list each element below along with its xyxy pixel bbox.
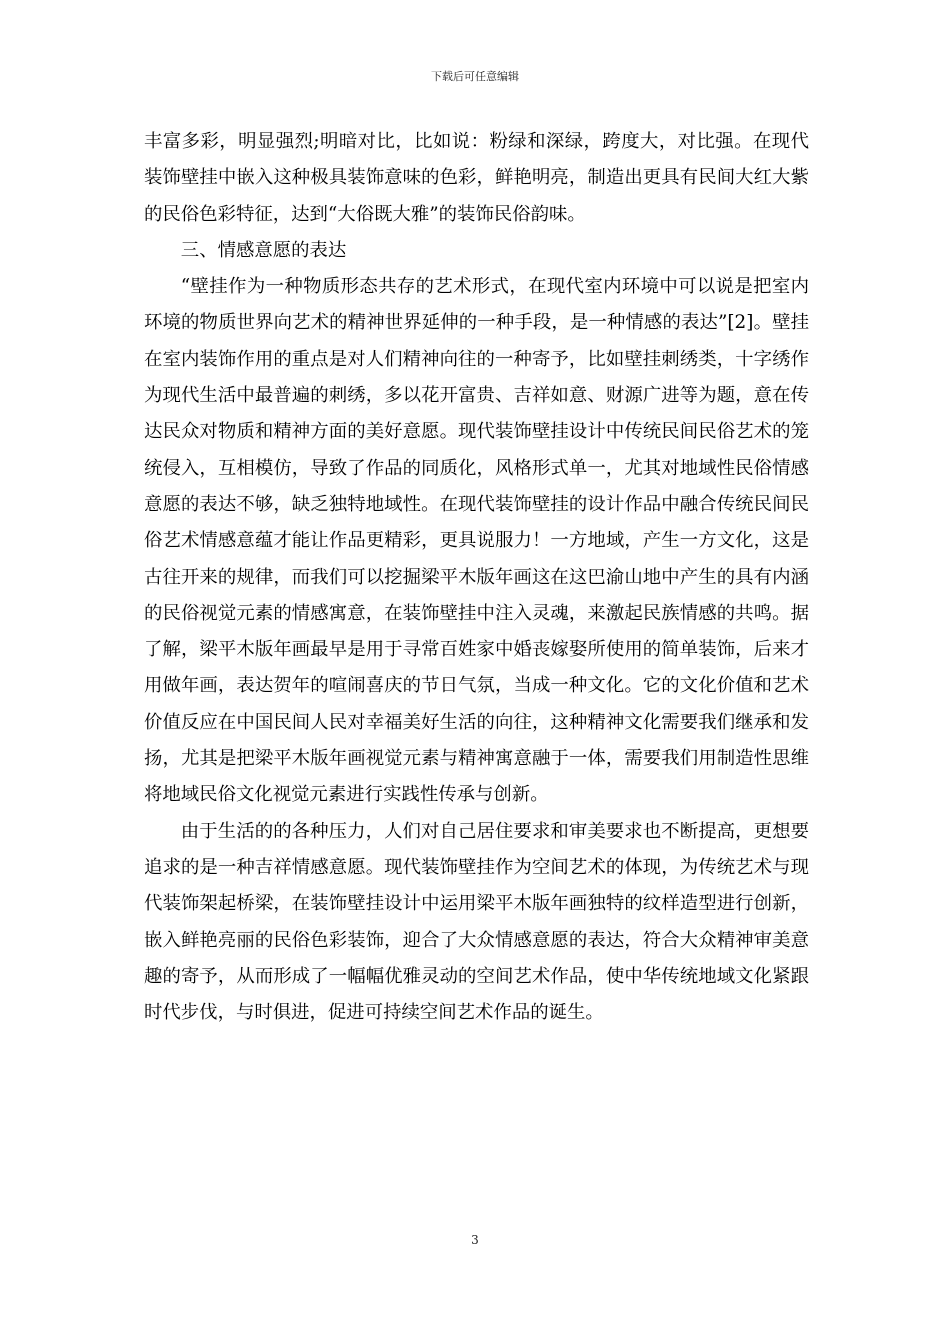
- paragraph-conclusion: 由于生活的的各种压力，人们对自己居住要求和审美要求也不断提高，更想要追求的是一种吉祥情感意愿。现代装饰壁挂作为空间艺术的体现，为传统艺术与现代装饰架起桥梁，在装饰壁挂设计中运用梁平木版年画独特的纹样造型进行创新，嵌入鲜艳亮丽的民俗色彩装饰，迎合了大众情感意愿的表达，符合大众精神审美意趣的寄予，从而形成了一幅幅优雅灵动的空间艺术作品，使中华传统地域文化紧跟时代步伐，与时俱进，促进可持续空间艺术作品的诞生。: [144, 820, 809, 1024]
- page-header: 下载后可任意编辑: [431, 70, 519, 83]
- paragraph-emotional-expression: “壁挂作为一种物质形态共存的艺术形式，在现代室内环境中可以说是把室内环境的物质世界向艺术的精神世界延伸的一种手段，是一种情感的表达”[2]。壁挂在室内装饰作用的重点是对人们精神向往的一种寄予，比如壁挂刺绣类，十字绣作为现代生活中最普遍的刺绣，多以花开富贵、吉祥如意、财源广进等为题，意在传达民众对物质和精神方面的美好意愿。现代装饰壁挂设计中传统民间民俗艺术的笼统侵入，互相模仿，导致了作品的同质化，风格形式单一，尤其对地域性民俗情感意愿的表达不够，缺乏独特地域性。在现代装饰壁挂的设计作品中融合传统民间民俗艺术情感意蕴才能让作品更精彩，更具说服力！一方地域，产生一方文化，这是古往开来的规律，而我们可以挖掘梁平木版年画这在这巴渝山地中产生的具有内涵的民俗视觉元素的情感寓意，在装饰壁挂中注入灵魂，来激起民族情感的共鸣。据了解，梁平木版年画最早是用于寻常百姓家中婚丧嫁娶所使用的简单装饰，后来才用做年画，表达贺年的喧闹喜庆的节日气氛，当成一种文化。它的文化价值和艺术价值反应在中国民间人民对幸福美好生活的向往，这种精神文化需要我们继承和发扬，尤其是把梁平木版年画视觉元素与精神寓意融于一体，需要我们用制造性思维将地域民俗文化视觉元素进行实践性传承与创新。: [144, 276, 809, 806]
- paragraph-color-continuation: 丰富多彩，明显强烈;明暗对比，比如说：粉绿和深绿，跨度大，对比强。在现代装饰壁挂中嵌入这种极具装饰意味的色彩，鲜艳明亮，制造出更具有民间大红大紫的民俗色彩特征，达到“大俗既大雅”的装饰民俗韵味。: [144, 131, 809, 225]
- body-text: [144, 124, 809, 1031]
- section-heading-emotional-expression: 三、情感意愿的表达: [180, 239, 347, 261]
- page-number: 3: [471, 1233, 479, 1247]
